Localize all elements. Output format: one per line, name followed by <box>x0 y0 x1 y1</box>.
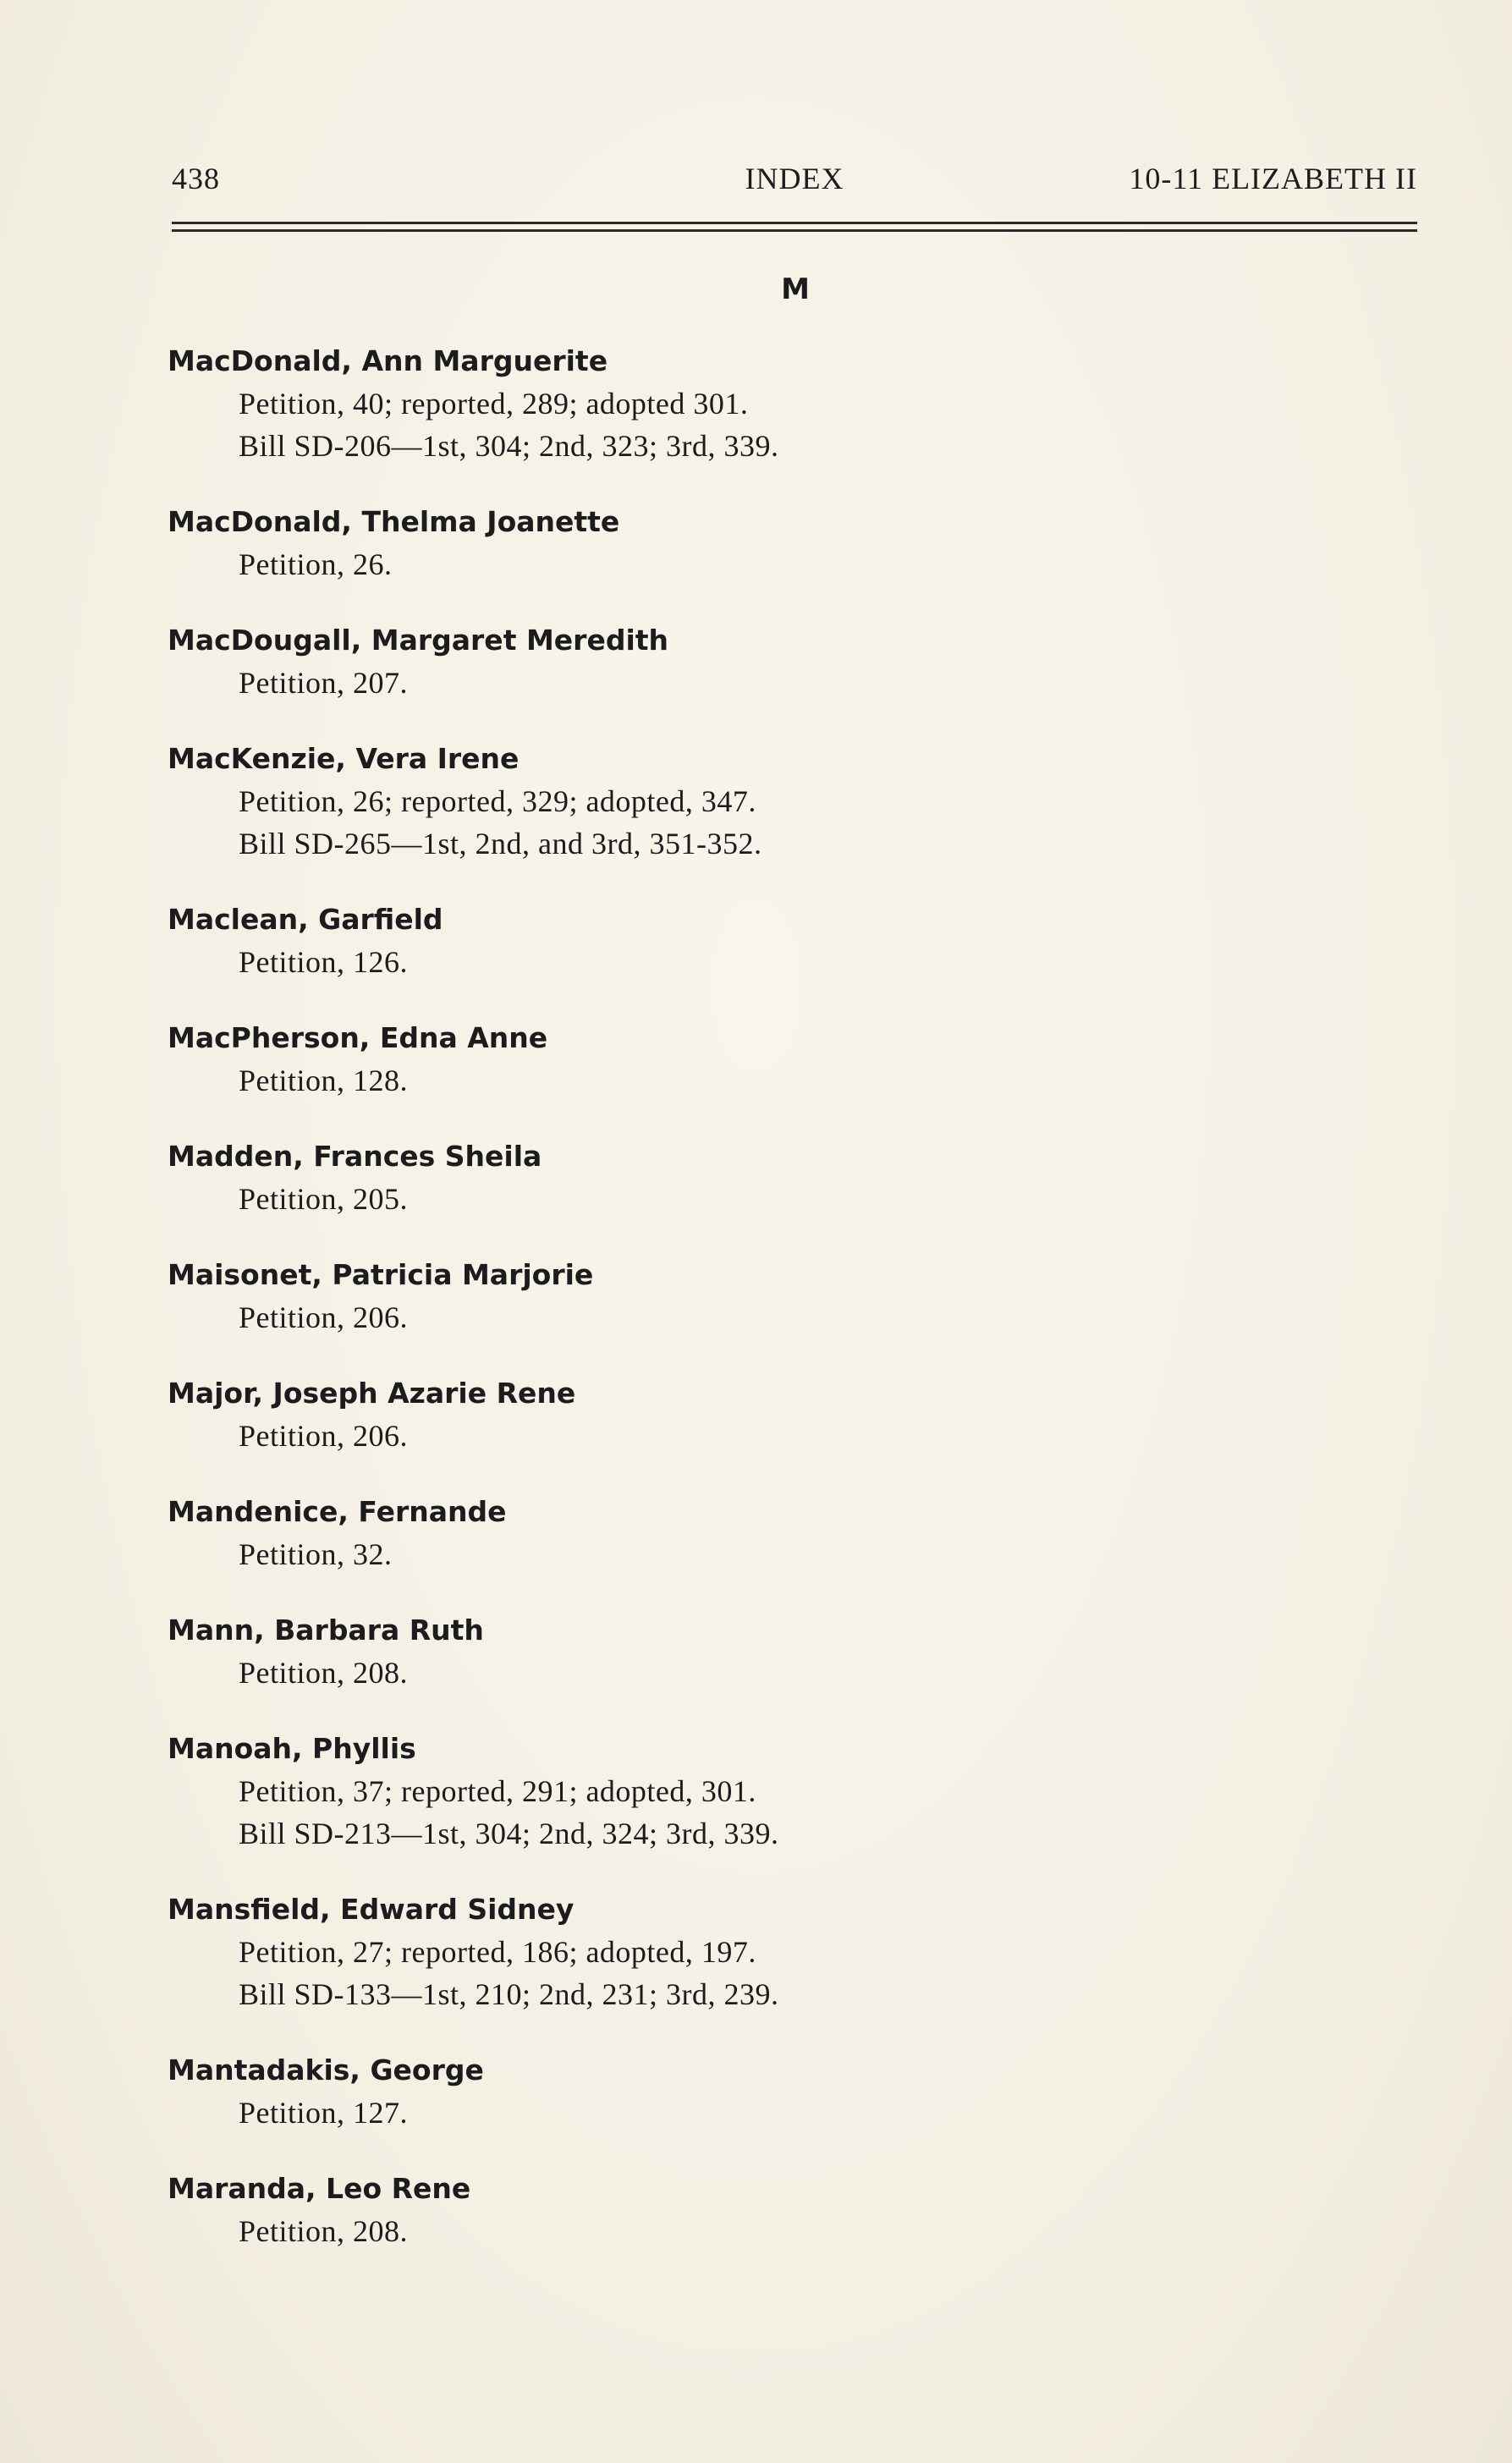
index-entry <box>168 1017 1267 1102</box>
index-entry <box>168 2168 1267 2252</box>
entry-petition-line: Petition, 26; reported, 329; adopted, 347. <box>239 784 756 818</box>
entry-bill-line: Bill SD-213—1st, 304; 2nd, 324; 3rd, 339. <box>239 1817 779 1850</box>
entry-petition-line: Petition, 37; reported, 291; adopted, 301. <box>239 1774 756 1808</box>
entry-name: Maranda, Leo Rene <box>168 2172 471 2205</box>
index-entry <box>168 2049 1267 2134</box>
entry-name: Major, Joseph Azarie Rene <box>168 1377 576 1410</box>
index-entry <box>168 738 1267 865</box>
entry-petition-line: Petition, 127. <box>239 2096 409 2130</box>
header-rule-top <box>172 222 1417 224</box>
index-entry <box>168 1609 1267 1694</box>
index-entry <box>168 1372 1267 1457</box>
entry-petition-line: Petition, 32. <box>239 1537 393 1571</box>
entry-bill-line: Bill SD-133—1st, 210; 2nd, 231; 3rd, 239. <box>239 1977 779 2011</box>
index-entry <box>168 340 1267 467</box>
index-entry <box>168 1728 1267 1855</box>
entry-petition-line: Petition, 205. <box>239 1182 409 1216</box>
index-entry <box>168 1254 1267 1339</box>
index-entry <box>168 899 1267 983</box>
entry-petition-line: Petition, 27; reported, 186; adopted, 197. <box>239 1935 756 1969</box>
entry-petition-line: Petition, 208. <box>239 2214 409 2248</box>
entry-name: MacDougall, Margaret Meredith <box>168 624 669 657</box>
running-head-right: 10-11 ELIZABETH II <box>1129 162 1417 195</box>
entry-bill-line: Bill SD-265—1st, 2nd, and 3rd, 351-352. <box>239 827 762 860</box>
index-entry <box>168 1888 1267 2015</box>
index-entry <box>168 501 1267 586</box>
index-entries <box>168 340 1267 2286</box>
entry-petition-line: Petition, 40; reported, 289; adopted 301. <box>239 387 749 421</box>
page-number: 438 <box>172 162 220 195</box>
section-letter: M <box>781 272 810 306</box>
entry-petition-line: Petition, 126. <box>239 945 409 979</box>
running-head <box>172 161 1417 203</box>
running-title: INDEX <box>745 162 844 195</box>
entry-name: Maisonet, Patricia Marjorie <box>168 1258 594 1291</box>
entry-name: Madden, Frances Sheila <box>168 1140 542 1173</box>
entry-name: Mantadakis, George <box>168 2053 484 2086</box>
entry-petition-line: Petition, 206. <box>239 1419 409 1453</box>
entry-bill-line: Bill SD-206—1st, 304; 2nd, 323; 3rd, 339. <box>239 429 779 463</box>
entry-name: Mann, Barbara Ruth <box>168 1614 484 1647</box>
entry-name: MacPherson, Edna Anne <box>168 1021 548 1054</box>
entry-petition-line: Petition, 26. <box>239 547 393 581</box>
entry-name: Mansfield, Edward Sidney <box>168 1893 575 1926</box>
index-entry <box>168 1135 1267 1220</box>
entry-petition-line: Petition, 128. <box>239 1064 409 1097</box>
entry-petition-line: Petition, 207. <box>239 666 409 700</box>
entry-name: Maclean, Garfield <box>168 903 443 936</box>
entry-petition-line: Petition, 206. <box>239 1300 409 1334</box>
index-entry <box>168 619 1267 704</box>
entry-name: MacDonald, Ann Marguerite <box>168 344 608 377</box>
entry-name: Mandenice, Fernande <box>168 1495 507 1528</box>
entry-name: Manoah, Phyllis <box>168 1732 416 1765</box>
entry-name: MacDonald, Thelma Joanette <box>168 505 620 538</box>
entry-petition-line: Petition, 208. <box>239 1656 409 1690</box>
header-rule-bottom <box>172 229 1417 232</box>
index-entry <box>168 1491 1267 1575</box>
entry-name: MacKenzie, Vera Irene <box>168 742 520 775</box>
